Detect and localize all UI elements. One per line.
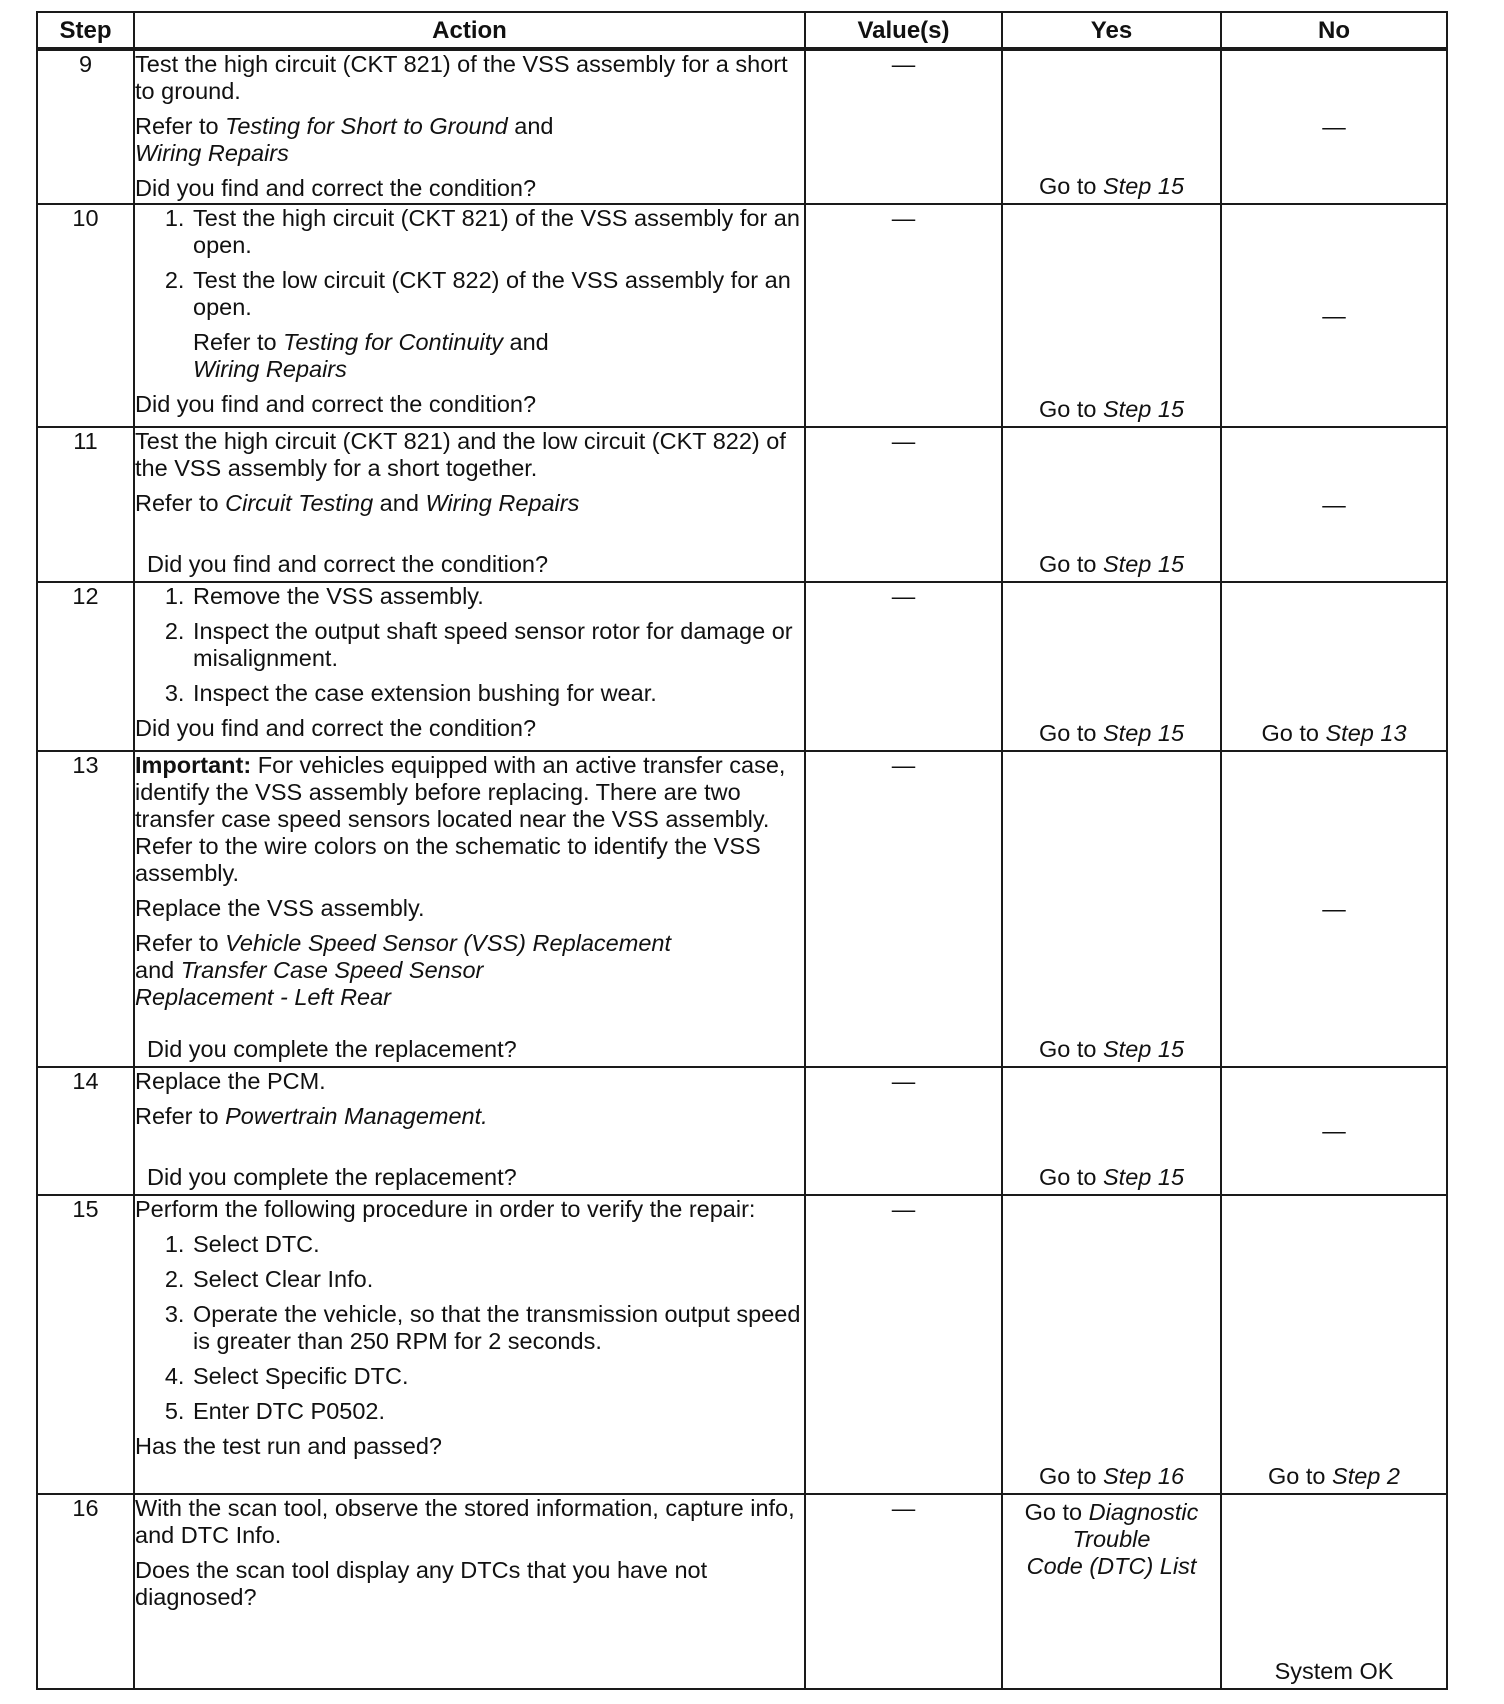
- step-number: 10: [37, 204, 134, 427]
- value-cell: —: [805, 49, 1002, 204]
- refer-text: Refer to Vehicle Speed Sensor (VSS) Replacement and Transfer Case Speed Sensor Replacement - Left Rear: [135, 930, 671, 1010]
- list-item: 1. Test the high circuit (CKT 821) of the VSS assembly for an open.: [191, 205, 804, 259]
- list-item: 3. Operate the vehicle, so that the transmission output speed is greater than 250 RPM for 2 seconds.: [191, 1301, 804, 1355]
- no-cell: —: [1221, 204, 1447, 427]
- action-text: Test the high circuit (CKT 821) of the VSS assembly for a short to ground.: [135, 51, 788, 104]
- step-number: 13: [37, 751, 134, 1067]
- value-cell: —: [805, 1494, 1002, 1689]
- action-cell: [134, 1195, 805, 1494]
- action-cell: [134, 1494, 805, 1689]
- list-item: 4. Select Specific DTC.: [191, 1363, 804, 1390]
- question-text: Did you find and correct the condition?: [147, 551, 549, 577]
- table-header-row: [37, 12, 1447, 49]
- no-cell: [1221, 1195, 1447, 1494]
- action-text: Replace the PCM.: [135, 1068, 326, 1094]
- yes-cell: [1002, 427, 1221, 582]
- header-step: Step: [37, 12, 134, 49]
- action-cell: [134, 1067, 805, 1195]
- table-row-step-11: [37, 427, 1447, 582]
- list-item: 1. Remove the VSS assembly.: [191, 583, 804, 610]
- yes-cell: [1002, 1494, 1221, 1689]
- yes-goto: Go to Step 15: [1038, 1036, 1185, 1062]
- list-item: 5. Enter DTC P0502.: [191, 1398, 804, 1425]
- action-cell: [134, 427, 805, 582]
- value-cell: —: [805, 1067, 1002, 1195]
- step-number: 12: [37, 582, 134, 751]
- table-row-step-13: [37, 751, 1447, 1067]
- refer-text: Refer to Circuit Testing and Wiring Repairs: [135, 490, 580, 516]
- yes-goto: Go to Step 16: [1038, 1463, 1185, 1489]
- value-cell: —: [805, 751, 1002, 1067]
- yes-cell: [1002, 1195, 1221, 1494]
- question-text: Did you complete the replacement?: [147, 1036, 517, 1062]
- no-goto: Go to Step 2: [1268, 1463, 1400, 1489]
- action-text: With the scan tool, observe the stored information, capture info, and DTC Info.: [135, 1495, 795, 1548]
- table-row-step-9: [37, 49, 1447, 204]
- list-item: 2. Inspect the output shaft speed sensor rotor for damage or misalignment.: [191, 618, 804, 672]
- action-cell: [134, 49, 805, 204]
- value-cell: —: [805, 427, 1002, 582]
- question-text: Did you find and correct the condition?: [135, 715, 537, 741]
- question-text: Did you complete the replacement?: [147, 1164, 517, 1190]
- table-row-step-16: [37, 1494, 1447, 1689]
- action-list: [135, 205, 804, 383]
- action-list: [135, 583, 804, 707]
- question-text: Has the test run and passed?: [135, 1433, 443, 1459]
- question-text: Did you find and correct the condition?: [135, 175, 537, 201]
- no-cell: —: [1221, 49, 1447, 204]
- yes-cell: [1002, 582, 1221, 751]
- question-text: Did you find and correct the condition?: [135, 391, 537, 417]
- table-row-step-12: [37, 582, 1447, 751]
- action-list: [135, 1231, 804, 1425]
- action-cell: [134, 582, 805, 751]
- no-cell: —: [1221, 427, 1447, 582]
- step-number: 14: [37, 1067, 134, 1195]
- value-cell: —: [805, 1195, 1002, 1494]
- yes-goto: Go to Diagnostic Trouble Code (DTC) List: [1024, 1499, 1199, 1579]
- refer-text: Refer to Testing for Short to Ground and Wiring Repairs: [135, 113, 554, 166]
- header-values: Value(s): [805, 12, 1002, 49]
- table-row-step-15: [37, 1195, 1447, 1494]
- yes-cell: [1002, 49, 1221, 204]
- list-item: 2. Test the low circuit (CKT 822) of the VSS assembly for an open. Refer to Testing for Continuity and Wiring Repairs: [191, 267, 804, 383]
- yes-goto: Go to Step 15: [1038, 396, 1185, 422]
- header-yes: Yes: [1002, 12, 1221, 49]
- table-row-step-14: [37, 1067, 1447, 1195]
- no-cell: [1221, 1494, 1447, 1689]
- no-cell: —: [1221, 1067, 1447, 1195]
- action-text: Test the high circuit (CKT 821) and the low circuit (CKT 822) of the VSS assembly for a short together.: [135, 428, 786, 481]
- action-text: Replace the VSS assembly.: [135, 895, 425, 921]
- important-note: Important: For vehicles equipped with an active transfer case, identify the VSS assembly before replacing. There are two transfer case speed sensors located near the VSS assembly. Refer to the wire colors on the schematic to identify the VSS assembly.: [135, 752, 786, 886]
- list-item: 3. Inspect the case extension bushing for wear.: [191, 680, 804, 707]
- table-row-step-10: [37, 204, 1447, 427]
- yes-cell: [1002, 751, 1221, 1067]
- value-cell: —: [805, 582, 1002, 751]
- action-text: Perform the following procedure in order to verify the repair:: [135, 1196, 756, 1222]
- yes-goto: Go to Step 15: [1038, 173, 1185, 199]
- ref-link: Testing for Short to Ground: [225, 113, 508, 139]
- yes-goto: Go to Step 15: [1038, 720, 1185, 746]
- header-no: No: [1221, 12, 1447, 49]
- action-cell: [134, 751, 805, 1067]
- step-number: 9: [37, 49, 134, 204]
- step-number: 15: [37, 1195, 134, 1494]
- value-cell: —: [805, 204, 1002, 427]
- refer-text: Refer to Testing for Continuity and Wiring Repairs: [193, 329, 549, 382]
- yes-goto: Go to Step 15: [1038, 1164, 1185, 1190]
- step-number: 16: [37, 1494, 134, 1689]
- list-item: 2. Select Clear Info.: [191, 1266, 804, 1293]
- refer-text: Refer to Powertrain Management.: [135, 1103, 488, 1129]
- ref-link: Wiring Repairs: [135, 140, 289, 166]
- no-goto: Go to Step 13: [1261, 720, 1407, 746]
- yes-goto: Go to Step 15: [1038, 551, 1185, 577]
- step-number: 11: [37, 427, 134, 582]
- no-result: System OK: [1274, 1658, 1394, 1684]
- yes-cell: [1002, 1067, 1221, 1195]
- no-cell: [1221, 582, 1447, 751]
- action-cell: [134, 204, 805, 427]
- question-text: Does the scan tool display any DTCs that you have not diagnosed?: [135, 1557, 708, 1610]
- header-action: Action: [134, 12, 805, 49]
- no-cell: —: [1221, 751, 1447, 1067]
- list-item: 1. Select DTC.: [191, 1231, 804, 1258]
- yes-cell: [1002, 204, 1221, 427]
- diagnostic-table: [36, 11, 1448, 1690]
